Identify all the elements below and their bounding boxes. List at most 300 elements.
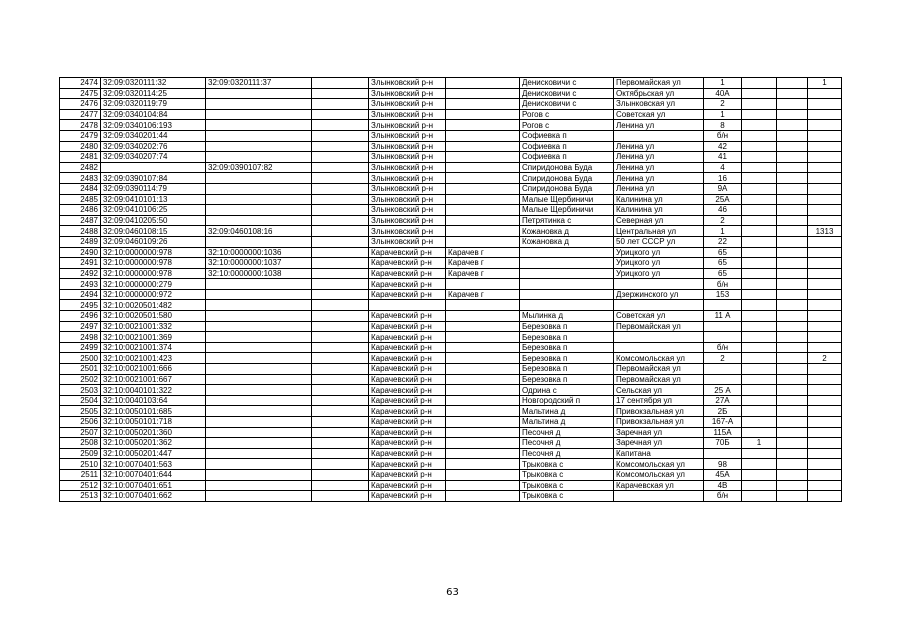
table-row xyxy=(60,88,842,99)
related-cadastral-number-cell xyxy=(206,459,312,470)
related-cadastral-number-cell xyxy=(206,279,312,290)
cadastral-number-cell: 32:10:0040103:64 xyxy=(101,395,206,406)
house-number-cell xyxy=(704,321,742,332)
house-number-cell: б/н xyxy=(704,279,742,290)
building-cell xyxy=(742,247,777,258)
related-cadastral-number-cell xyxy=(206,88,312,99)
table-row xyxy=(60,406,842,417)
house-number-cell: 98 xyxy=(704,459,742,470)
city-cell xyxy=(446,353,520,364)
empty-cell xyxy=(312,480,369,491)
cadastral-number-cell xyxy=(101,162,206,173)
house-number-cell: 25А xyxy=(704,194,742,205)
extra-value-cell xyxy=(808,438,842,449)
cadastral-number-cell: 32:10:0070401:563 xyxy=(101,459,206,470)
street-cell: Первомайская ул xyxy=(614,374,704,385)
row-number-cell: 2507 xyxy=(60,427,101,438)
settlement-cell xyxy=(520,279,614,290)
building-cell xyxy=(742,342,777,353)
cadastral-number-cell: 32:10:0021001:369 xyxy=(101,332,206,343)
street-cell: Урицкого ул xyxy=(614,268,704,279)
cadastral-number-cell: 32:10:0000000:978 xyxy=(101,247,206,258)
house-number-cell: 1 xyxy=(704,109,742,120)
street-cell: Советская ул xyxy=(614,311,704,322)
related-cadastral-number-cell xyxy=(206,130,312,141)
district-cell: Злынковский р-н xyxy=(369,205,446,216)
apartment-cell xyxy=(777,162,808,173)
cadastral-number-cell: 32:09:0320119:79 xyxy=(101,99,206,110)
settlement-cell: Березовка п xyxy=(520,332,614,343)
street-cell: Заречная ул xyxy=(614,438,704,449)
street-cell xyxy=(614,491,704,502)
building-cell xyxy=(742,374,777,385)
city-cell xyxy=(446,480,520,491)
table-row xyxy=(60,469,842,480)
extra-value-cell xyxy=(808,491,842,502)
building-cell xyxy=(742,311,777,322)
extra-value-cell xyxy=(808,120,842,131)
city-cell xyxy=(446,469,520,480)
district-cell: Карачевский р-н xyxy=(369,364,446,375)
related-cadastral-number-cell xyxy=(206,469,312,480)
empty-cell xyxy=(312,448,369,459)
street-cell: Комсомольская ул xyxy=(614,353,704,364)
cadastral-number-cell: 32:10:0021001:423 xyxy=(101,353,206,364)
related-cadastral-number-cell xyxy=(206,353,312,364)
street-cell: Центральная ул xyxy=(614,226,704,237)
empty-cell xyxy=(312,342,369,353)
street-cell: Заречная ул xyxy=(614,427,704,438)
extra-value-cell xyxy=(808,364,842,375)
row-number-cell: 2493 xyxy=(60,279,101,290)
house-number-cell: 1 xyxy=(704,226,742,237)
district-cell: Злынковский р-н xyxy=(369,162,446,173)
apartment-cell xyxy=(777,289,808,300)
district-cell: Злынковский р-н xyxy=(369,173,446,184)
apartment-cell xyxy=(777,374,808,385)
row-number-cell: 2481 xyxy=(60,152,101,163)
house-number-cell: 9А xyxy=(704,183,742,194)
table-row xyxy=(60,332,842,343)
empty-cell xyxy=(312,109,369,120)
apartment-cell xyxy=(777,205,808,216)
house-number-cell: 2 xyxy=(704,353,742,364)
house-number-cell: 27А xyxy=(704,395,742,406)
empty-cell xyxy=(312,289,369,300)
apartment-cell xyxy=(777,173,808,184)
extra-value-cell xyxy=(808,385,842,396)
extra-value-cell xyxy=(808,183,842,194)
apartment-cell xyxy=(777,236,808,247)
related-cadastral-number-cell: 32:10:0000000:1036 xyxy=(206,247,312,258)
district-cell: Карачевский р-н xyxy=(369,289,446,300)
row-number-cell: 2491 xyxy=(60,258,101,269)
row-number-cell: 2497 xyxy=(60,321,101,332)
table-row xyxy=(60,321,842,332)
street-cell: Злынковская ул xyxy=(614,99,704,110)
extra-value-cell xyxy=(808,205,842,216)
empty-cell xyxy=(312,236,369,247)
apartment-cell xyxy=(777,438,808,449)
apartment-cell xyxy=(777,427,808,438)
row-number-cell: 2508 xyxy=(60,438,101,449)
table-row xyxy=(60,438,842,449)
empty-cell xyxy=(312,406,369,417)
related-cadastral-number-cell xyxy=(206,491,312,502)
settlement-cell: Кожановка д xyxy=(520,226,614,237)
city-cell xyxy=(446,491,520,502)
apartment-cell xyxy=(777,141,808,152)
street-cell: Сельская ул xyxy=(614,385,704,396)
house-number-cell: 2 xyxy=(704,99,742,110)
district-cell: Злынковский р-н xyxy=(369,120,446,131)
building-cell xyxy=(742,448,777,459)
building-cell xyxy=(742,78,777,89)
empty-cell xyxy=(312,279,369,290)
row-number-cell: 2479 xyxy=(60,130,101,141)
house-number-cell: 4 xyxy=(704,162,742,173)
extra-value-cell xyxy=(808,480,842,491)
building-cell xyxy=(742,88,777,99)
district-cell: Злынковский р-н xyxy=(369,99,446,110)
apartment-cell xyxy=(777,152,808,163)
row-number-cell: 2498 xyxy=(60,332,101,343)
empty-cell xyxy=(312,417,369,428)
apartment-cell xyxy=(777,279,808,290)
empty-cell xyxy=(312,332,369,343)
apartment-cell xyxy=(777,300,808,311)
apartment-cell xyxy=(777,364,808,375)
empty-cell xyxy=(312,311,369,322)
table-row xyxy=(60,289,842,300)
cadastral-number-cell: 32:09:0340201:44 xyxy=(101,130,206,141)
street-cell xyxy=(614,342,704,353)
cadastral-number-cell: 32:10:0050101:718 xyxy=(101,417,206,428)
building-cell xyxy=(742,427,777,438)
related-cadastral-number-cell xyxy=(206,205,312,216)
house-number-cell: 167-А xyxy=(704,417,742,428)
city-cell xyxy=(446,364,520,375)
settlement-cell xyxy=(520,247,614,258)
cadastral-number-cell: 32:10:0070401:662 xyxy=(101,491,206,502)
building-cell xyxy=(742,194,777,205)
related-cadastral-number-cell xyxy=(206,152,312,163)
related-cadastral-number-cell xyxy=(206,321,312,332)
empty-cell xyxy=(312,99,369,110)
related-cadastral-number-cell xyxy=(206,395,312,406)
city-cell xyxy=(446,321,520,332)
city-cell xyxy=(446,236,520,247)
extra-value-cell xyxy=(808,109,842,120)
related-cadastral-number-cell xyxy=(206,364,312,375)
settlement-cell: Березовка п xyxy=(520,353,614,364)
extra-value-cell xyxy=(808,289,842,300)
extra-value-cell xyxy=(808,300,842,311)
related-cadastral-number-cell: 32:09:0390107:82 xyxy=(206,162,312,173)
empty-cell xyxy=(312,130,369,141)
street-cell: Ленина ул xyxy=(614,173,704,184)
apartment-cell xyxy=(777,311,808,322)
row-number-cell: 2502 xyxy=(60,374,101,385)
table-row xyxy=(60,427,842,438)
cadastral-number-cell: 32:09:0410101:13 xyxy=(101,194,206,205)
related-cadastral-number-cell xyxy=(206,215,312,226)
house-number-cell: б/н xyxy=(704,491,742,502)
row-number-cell: 2477 xyxy=(60,109,101,120)
district-cell: Карачевский р-н xyxy=(369,279,446,290)
district-cell: Карачевский р-н xyxy=(369,406,446,417)
empty-cell xyxy=(312,194,369,205)
table-row xyxy=(60,215,842,226)
street-cell: Октябрьская ул xyxy=(614,88,704,99)
house-number-cell: 115А xyxy=(704,427,742,438)
settlement-cell: Мальтина д xyxy=(520,406,614,417)
building-cell xyxy=(742,109,777,120)
city-cell xyxy=(446,215,520,226)
city-cell xyxy=(446,459,520,470)
cadastral-number-cell: 32:10:0050101:685 xyxy=(101,406,206,417)
street-cell xyxy=(614,130,704,141)
related-cadastral-number-cell xyxy=(206,99,312,110)
district-cell: Карачевский р-н xyxy=(369,427,446,438)
settlement-cell: Новгородский п xyxy=(520,395,614,406)
district-cell: Карачевский р-н xyxy=(369,395,446,406)
empty-cell xyxy=(312,321,369,332)
settlement-cell xyxy=(520,300,614,311)
cadastral-number-cell: 32:10:0050201:360 xyxy=(101,427,206,438)
settlement-cell: Песочня д xyxy=(520,438,614,449)
building-cell xyxy=(742,406,777,417)
settlement-cell xyxy=(520,258,614,269)
city-cell: Карачев г xyxy=(446,247,520,258)
empty-cell xyxy=(312,78,369,89)
empty-cell xyxy=(312,427,369,438)
street-cell: Капитана xyxy=(614,448,704,459)
building-cell xyxy=(742,417,777,428)
row-number-cell: 2475 xyxy=(60,88,101,99)
settlement-cell: Денисковичи с xyxy=(520,78,614,89)
table-row xyxy=(60,459,842,470)
settlement-cell: Трыковка с xyxy=(520,491,614,502)
settlement-cell: Трыковка с xyxy=(520,469,614,480)
apartment-cell xyxy=(777,268,808,279)
page-number: 63 xyxy=(446,587,459,598)
cadastral-number-cell: 32:10:0021001:667 xyxy=(101,374,206,385)
street-cell: Дзержинского ул xyxy=(614,289,704,300)
extra-value-cell xyxy=(808,88,842,99)
table-row xyxy=(60,480,842,491)
apartment-cell xyxy=(777,247,808,258)
building-cell xyxy=(742,258,777,269)
extra-value-cell xyxy=(808,332,842,343)
empty-cell xyxy=(312,268,369,279)
extra-value-cell xyxy=(808,374,842,385)
building-cell xyxy=(742,130,777,141)
district-cell: Злынковский р-н xyxy=(369,109,446,120)
settlement-cell: Малые Щербиничи xyxy=(520,194,614,205)
district-cell: Карачевский р-н xyxy=(369,247,446,258)
city-cell xyxy=(446,88,520,99)
house-number-cell: 65 xyxy=(704,258,742,269)
cadastral-number-cell: 32:09:0410205:50 xyxy=(101,215,206,226)
district-cell: Злынковский р-н xyxy=(369,152,446,163)
city-cell xyxy=(446,311,520,322)
city-cell xyxy=(446,279,520,290)
street-cell: Первомайская ул xyxy=(614,364,704,375)
empty-cell xyxy=(312,215,369,226)
related-cadastral-number-cell xyxy=(206,109,312,120)
building-cell xyxy=(742,141,777,152)
table-row xyxy=(60,130,842,141)
apartment-cell xyxy=(777,130,808,141)
city-cell xyxy=(446,130,520,141)
related-cadastral-number-cell xyxy=(206,385,312,396)
street-cell: Северная ул xyxy=(614,215,704,226)
cadastral-number-cell: 32:10:0000000:978 xyxy=(101,258,206,269)
apartment-cell xyxy=(777,332,808,343)
street-cell: Комсомольская ул xyxy=(614,459,704,470)
table-row xyxy=(60,183,842,194)
settlement-cell: Песочня д xyxy=(520,448,614,459)
cadastral-number-cell: 32:09:0340207:74 xyxy=(101,152,206,163)
empty-cell xyxy=(312,226,369,237)
house-number-cell xyxy=(704,374,742,385)
house-number-cell: б/н xyxy=(704,342,742,353)
building-cell xyxy=(742,364,777,375)
cadastral-number-cell: 32:09:0320114:25 xyxy=(101,88,206,99)
settlement-cell: Одрина с xyxy=(520,385,614,396)
apartment-cell xyxy=(777,385,808,396)
district-cell: Карачевский р-н xyxy=(369,332,446,343)
apartment-cell xyxy=(777,321,808,332)
city-cell: Карачев г xyxy=(446,289,520,300)
settlement-cell: Песочня д xyxy=(520,427,614,438)
apartment-cell xyxy=(777,88,808,99)
table-row xyxy=(60,279,842,290)
cadastral-number-cell: 32:09:0390107:84 xyxy=(101,173,206,184)
apartment-cell xyxy=(777,78,808,89)
row-number-cell: 2492 xyxy=(60,268,101,279)
row-number-cell: 2506 xyxy=(60,417,101,428)
district-cell: Злынковский р-н xyxy=(369,130,446,141)
district-cell: Карачевский р-н xyxy=(369,385,446,396)
table-row xyxy=(60,173,842,184)
building-cell xyxy=(742,300,777,311)
empty-cell xyxy=(312,88,369,99)
row-number-cell: 2474 xyxy=(60,78,101,89)
apartment-cell xyxy=(777,342,808,353)
street-cell: 17 сентября ул xyxy=(614,395,704,406)
empty-cell xyxy=(312,300,369,311)
street-cell: Ленина ул xyxy=(614,152,704,163)
district-cell: Злынковский р-н xyxy=(369,78,446,89)
house-number-cell: 42 xyxy=(704,141,742,152)
related-cadastral-number-cell xyxy=(206,332,312,343)
cadastral-number-cell: 32:10:0000000:972 xyxy=(101,289,206,300)
cadastral-number-cell: 32:09:0320111:32 xyxy=(101,78,206,89)
row-number-cell: 2495 xyxy=(60,300,101,311)
building-cell xyxy=(742,353,777,364)
city-cell xyxy=(446,162,520,173)
cadastral-number-cell: 32:10:0000000:279 xyxy=(101,279,206,290)
table-row xyxy=(60,300,842,311)
table-row xyxy=(60,109,842,120)
building-cell xyxy=(742,152,777,163)
house-number-cell: 2Б xyxy=(704,406,742,417)
cadastral-number-cell: 32:10:0000000:978 xyxy=(101,268,206,279)
street-cell: Первомайская ул xyxy=(614,78,704,89)
empty-cell xyxy=(312,438,369,449)
related-cadastral-number-cell xyxy=(206,448,312,459)
building-cell: 1 xyxy=(742,438,777,449)
apartment-cell xyxy=(777,448,808,459)
house-number-cell xyxy=(704,448,742,459)
registry-table xyxy=(59,77,842,502)
district-cell: Злынковский р-н xyxy=(369,183,446,194)
settlement-cell xyxy=(520,289,614,300)
empty-cell xyxy=(312,120,369,131)
cadastral-number-cell: 32:10:0021001:374 xyxy=(101,342,206,353)
building-cell xyxy=(742,215,777,226)
city-cell xyxy=(446,78,520,89)
house-number-cell: 22 xyxy=(704,236,742,247)
district-cell: Карачевский р-н xyxy=(369,321,446,332)
city-cell xyxy=(446,374,520,385)
district-cell: Карачевский р-н xyxy=(369,438,446,449)
table-row xyxy=(60,99,842,110)
apartment-cell xyxy=(777,183,808,194)
related-cadastral-number-cell xyxy=(206,374,312,385)
settlement-cell xyxy=(520,268,614,279)
cadastral-number-cell: 32:10:0040101:322 xyxy=(101,385,206,396)
settlement-cell: Трыковка с xyxy=(520,480,614,491)
extra-value-cell xyxy=(808,247,842,258)
building-cell xyxy=(742,205,777,216)
related-cadastral-number-cell: 32:09:0320111:37 xyxy=(206,78,312,89)
building-cell xyxy=(742,183,777,194)
street-cell: Советская ул xyxy=(614,109,704,120)
district-cell: Карачевский р-н xyxy=(369,268,446,279)
street-cell: Калинина ул xyxy=(614,194,704,205)
city-cell xyxy=(446,173,520,184)
related-cadastral-number-cell xyxy=(206,141,312,152)
settlement-cell: Петрятинка с xyxy=(520,215,614,226)
extra-value-cell xyxy=(808,173,842,184)
table-row xyxy=(60,258,842,269)
empty-cell xyxy=(312,258,369,269)
settlement-cell: Малые Щербиничи xyxy=(520,205,614,216)
settlement-cell: Кожановка д xyxy=(520,236,614,247)
street-cell: Ленина ул xyxy=(614,141,704,152)
house-number-cell: 41 xyxy=(704,152,742,163)
city-cell xyxy=(446,109,520,120)
apartment-cell xyxy=(777,194,808,205)
apartment-cell xyxy=(777,120,808,131)
district-cell xyxy=(369,300,446,311)
empty-cell xyxy=(312,491,369,502)
row-number-cell: 2483 xyxy=(60,173,101,184)
city-cell xyxy=(446,99,520,110)
row-number-cell: 2501 xyxy=(60,364,101,375)
row-number-cell: 2504 xyxy=(60,395,101,406)
row-number-cell: 2496 xyxy=(60,311,101,322)
apartment-cell xyxy=(777,469,808,480)
related-cadastral-number-cell xyxy=(206,194,312,205)
extra-value-cell xyxy=(808,417,842,428)
building-cell xyxy=(742,385,777,396)
settlement-cell: Березовка п xyxy=(520,342,614,353)
empty-cell xyxy=(312,469,369,480)
